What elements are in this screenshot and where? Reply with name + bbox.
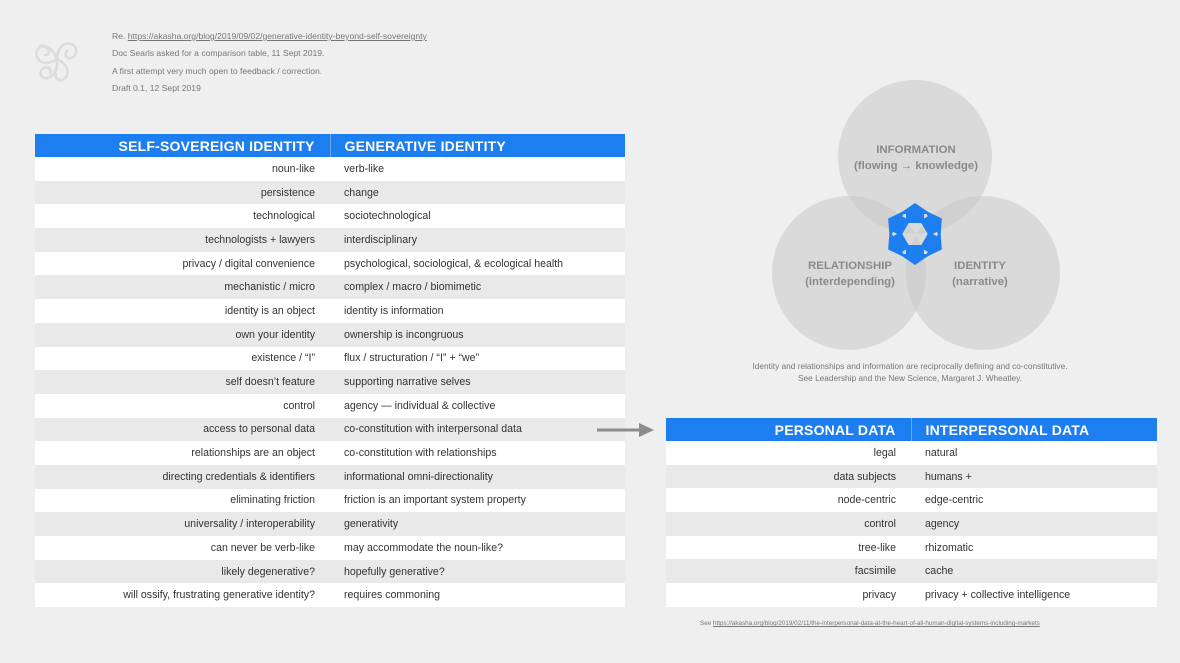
notes-reference-line xyxy=(112,28,427,45)
data-comparison-table xyxy=(666,418,1157,607)
reference-link[interactable]: https://akasha.org/blog/2019/09/02/generative-identity-beyond-self-sovereignty xyxy=(127,31,427,41)
footer-see-label: See xyxy=(700,620,712,627)
table-row xyxy=(35,370,625,394)
row-right-cell: co-constitution with interpersonal data xyxy=(330,418,625,442)
venn-information-title: INFORMATION xyxy=(876,144,956,156)
row-right-cell: generativity xyxy=(330,512,625,536)
converging-arrows-icon xyxy=(883,202,947,266)
row-left-cell: node-centric xyxy=(666,488,911,512)
table-row xyxy=(35,228,625,252)
header-self-sovereign-identity: SELF-SOVEREIGN IDENTITY xyxy=(35,134,330,157)
table-row xyxy=(666,488,1157,512)
identity-table-body xyxy=(35,157,625,607)
header-interpersonal-data: INTERPERSONAL DATA xyxy=(911,418,1157,441)
row-right-cell: ownership is incongruous xyxy=(330,323,625,347)
table-row xyxy=(35,323,625,347)
data-table-body xyxy=(666,441,1157,607)
row-right-cell: may accommodate the noun-like? xyxy=(330,536,625,560)
table-row xyxy=(35,204,625,228)
row-left-cell: can never be verb-like xyxy=(35,536,330,560)
row-right-cell: agency — individual & collective xyxy=(330,394,625,418)
table-row xyxy=(666,559,1157,583)
row-left-cell: persistence xyxy=(35,181,330,205)
table-row xyxy=(666,583,1157,607)
triskelion-logo-icon xyxy=(28,28,86,90)
row-left-cell: likely degenerative? xyxy=(35,560,330,584)
row-right-cell: friction is an important system property xyxy=(330,489,625,513)
table-header-row xyxy=(35,134,625,157)
table-row xyxy=(35,512,625,536)
table-header-row xyxy=(666,418,1157,441)
row-left-cell: facsimile xyxy=(666,559,911,583)
row-left-cell: privacy / digital convenience xyxy=(35,252,330,276)
table-row xyxy=(35,441,625,465)
row-right-cell: change xyxy=(330,181,625,205)
row-left-cell: data subjects xyxy=(666,465,911,489)
row-right-cell: interdisciplinary xyxy=(330,228,625,252)
table-row xyxy=(666,441,1157,465)
notes-line-attempt: A first attempt very much open to feedback / correction. xyxy=(112,65,323,76)
row-left-cell: directing credentials & identifiers xyxy=(35,465,330,489)
table-row xyxy=(666,465,1157,489)
venn-caption-line1: Identity and relationships and information are reciprocally defining and co-constitutive. xyxy=(752,361,1068,371)
table-row xyxy=(666,512,1157,536)
table-row xyxy=(35,489,625,513)
row-left-cell: self doesn’t feature xyxy=(35,370,330,394)
row-left-cell: universality / interoperability xyxy=(35,512,330,536)
row-right-cell: psychological, sociological, & ecological health xyxy=(330,252,625,276)
row-right-cell: natural xyxy=(911,441,1157,465)
arrow-right-icon xyxy=(597,423,655,437)
row-right-cell: cache xyxy=(911,559,1157,583)
row-right-cell: rhizomatic xyxy=(911,536,1157,560)
table-row xyxy=(35,157,625,181)
table-row xyxy=(35,560,625,584)
footer-reference-link[interactable]: https://akasha.org/blog/2019/02/11/the-interpersonal-data-at-the-heart-of-all-human-digital-systems-including-markets xyxy=(712,620,1040,627)
venn-caption xyxy=(700,361,1120,384)
venn-caption-line2: See Leadership and the New Science, Margaret J. Wheatley. xyxy=(798,372,1022,383)
row-left-cell: existence / “I” xyxy=(35,347,330,371)
table-row xyxy=(35,275,625,299)
identity-comparison-table xyxy=(35,134,625,607)
row-left-cell: control xyxy=(35,394,330,418)
row-right-cell: identity is information xyxy=(330,299,625,323)
venn-information-subtitle: (flowing → knowledge) xyxy=(853,160,979,172)
row-right-cell: sociotechnological xyxy=(330,204,625,228)
row-right-cell: edge-centric xyxy=(911,488,1157,512)
venn-relationship-title: RELATIONSHIP xyxy=(808,260,892,272)
table-row xyxy=(35,536,625,560)
row-left-cell: eliminating friction xyxy=(35,489,330,513)
header-generative-identity: GENERATIVE IDENTITY xyxy=(330,134,625,157)
notes-re-label: Re. xyxy=(112,31,126,41)
table-row xyxy=(35,347,625,371)
table-row xyxy=(35,252,625,276)
row-left-cell: privacy xyxy=(666,583,911,607)
row-left-cell: access to personal data xyxy=(35,418,330,442)
table-row xyxy=(35,394,625,418)
venn-diagram xyxy=(770,78,1062,354)
notes-line-draft: Draft 0.1, 12 Sept 2019 xyxy=(112,82,201,93)
table-row xyxy=(35,418,625,442)
row-right-cell: agency xyxy=(911,512,1157,536)
row-right-cell: flux / structuration / “I” + “we” xyxy=(330,347,625,371)
venn-identity-subtitle: (narrative) xyxy=(952,276,1008,288)
row-left-cell: technologists + lawyers xyxy=(35,228,330,252)
footer-reference xyxy=(700,620,1160,627)
venn-identity-title: IDENTITY xyxy=(954,260,1006,272)
row-right-cell: supporting narrative selves xyxy=(330,370,625,394)
table-row xyxy=(666,536,1157,560)
row-left-cell: noun-like xyxy=(35,157,330,181)
table-row xyxy=(35,583,625,607)
row-right-cell: verb-like xyxy=(330,157,625,181)
header-personal-data: PERSONAL DATA xyxy=(666,418,911,441)
row-left-cell: will ossify, frustrating generative identity? xyxy=(35,583,330,607)
row-left-cell: mechanistic / micro xyxy=(35,275,330,299)
table-row xyxy=(35,181,625,205)
row-left-cell: identity is an object xyxy=(35,299,330,323)
row-left-cell: control xyxy=(666,512,911,536)
row-right-cell: co-constitution with relationships xyxy=(330,441,625,465)
table-row xyxy=(35,465,625,489)
row-right-cell: hopefully generative? xyxy=(330,560,625,584)
venn-relationship-subtitle: (interdepending) xyxy=(805,276,895,288)
venn-label-information xyxy=(830,142,1002,174)
row-right-cell: complex / macro / biomimetic xyxy=(330,275,625,299)
row-right-cell: privacy + collective intelligence xyxy=(911,583,1157,607)
row-left-cell: own your identity xyxy=(35,323,330,347)
row-right-cell: humans + xyxy=(911,465,1157,489)
table-row xyxy=(35,299,625,323)
row-left-cell: tree-like xyxy=(666,536,911,560)
header-notes xyxy=(112,28,427,97)
row-right-cell: requires commoning xyxy=(330,583,625,607)
notes-line-request: Doc Searls asked for a comparison table, 11 Sept 2019. xyxy=(112,48,325,59)
row-left-cell: relationships are an object xyxy=(35,441,330,465)
row-left-cell: technological xyxy=(35,204,330,228)
row-right-cell: informational omni-directionality xyxy=(330,465,625,489)
row-left-cell: legal xyxy=(666,441,911,465)
